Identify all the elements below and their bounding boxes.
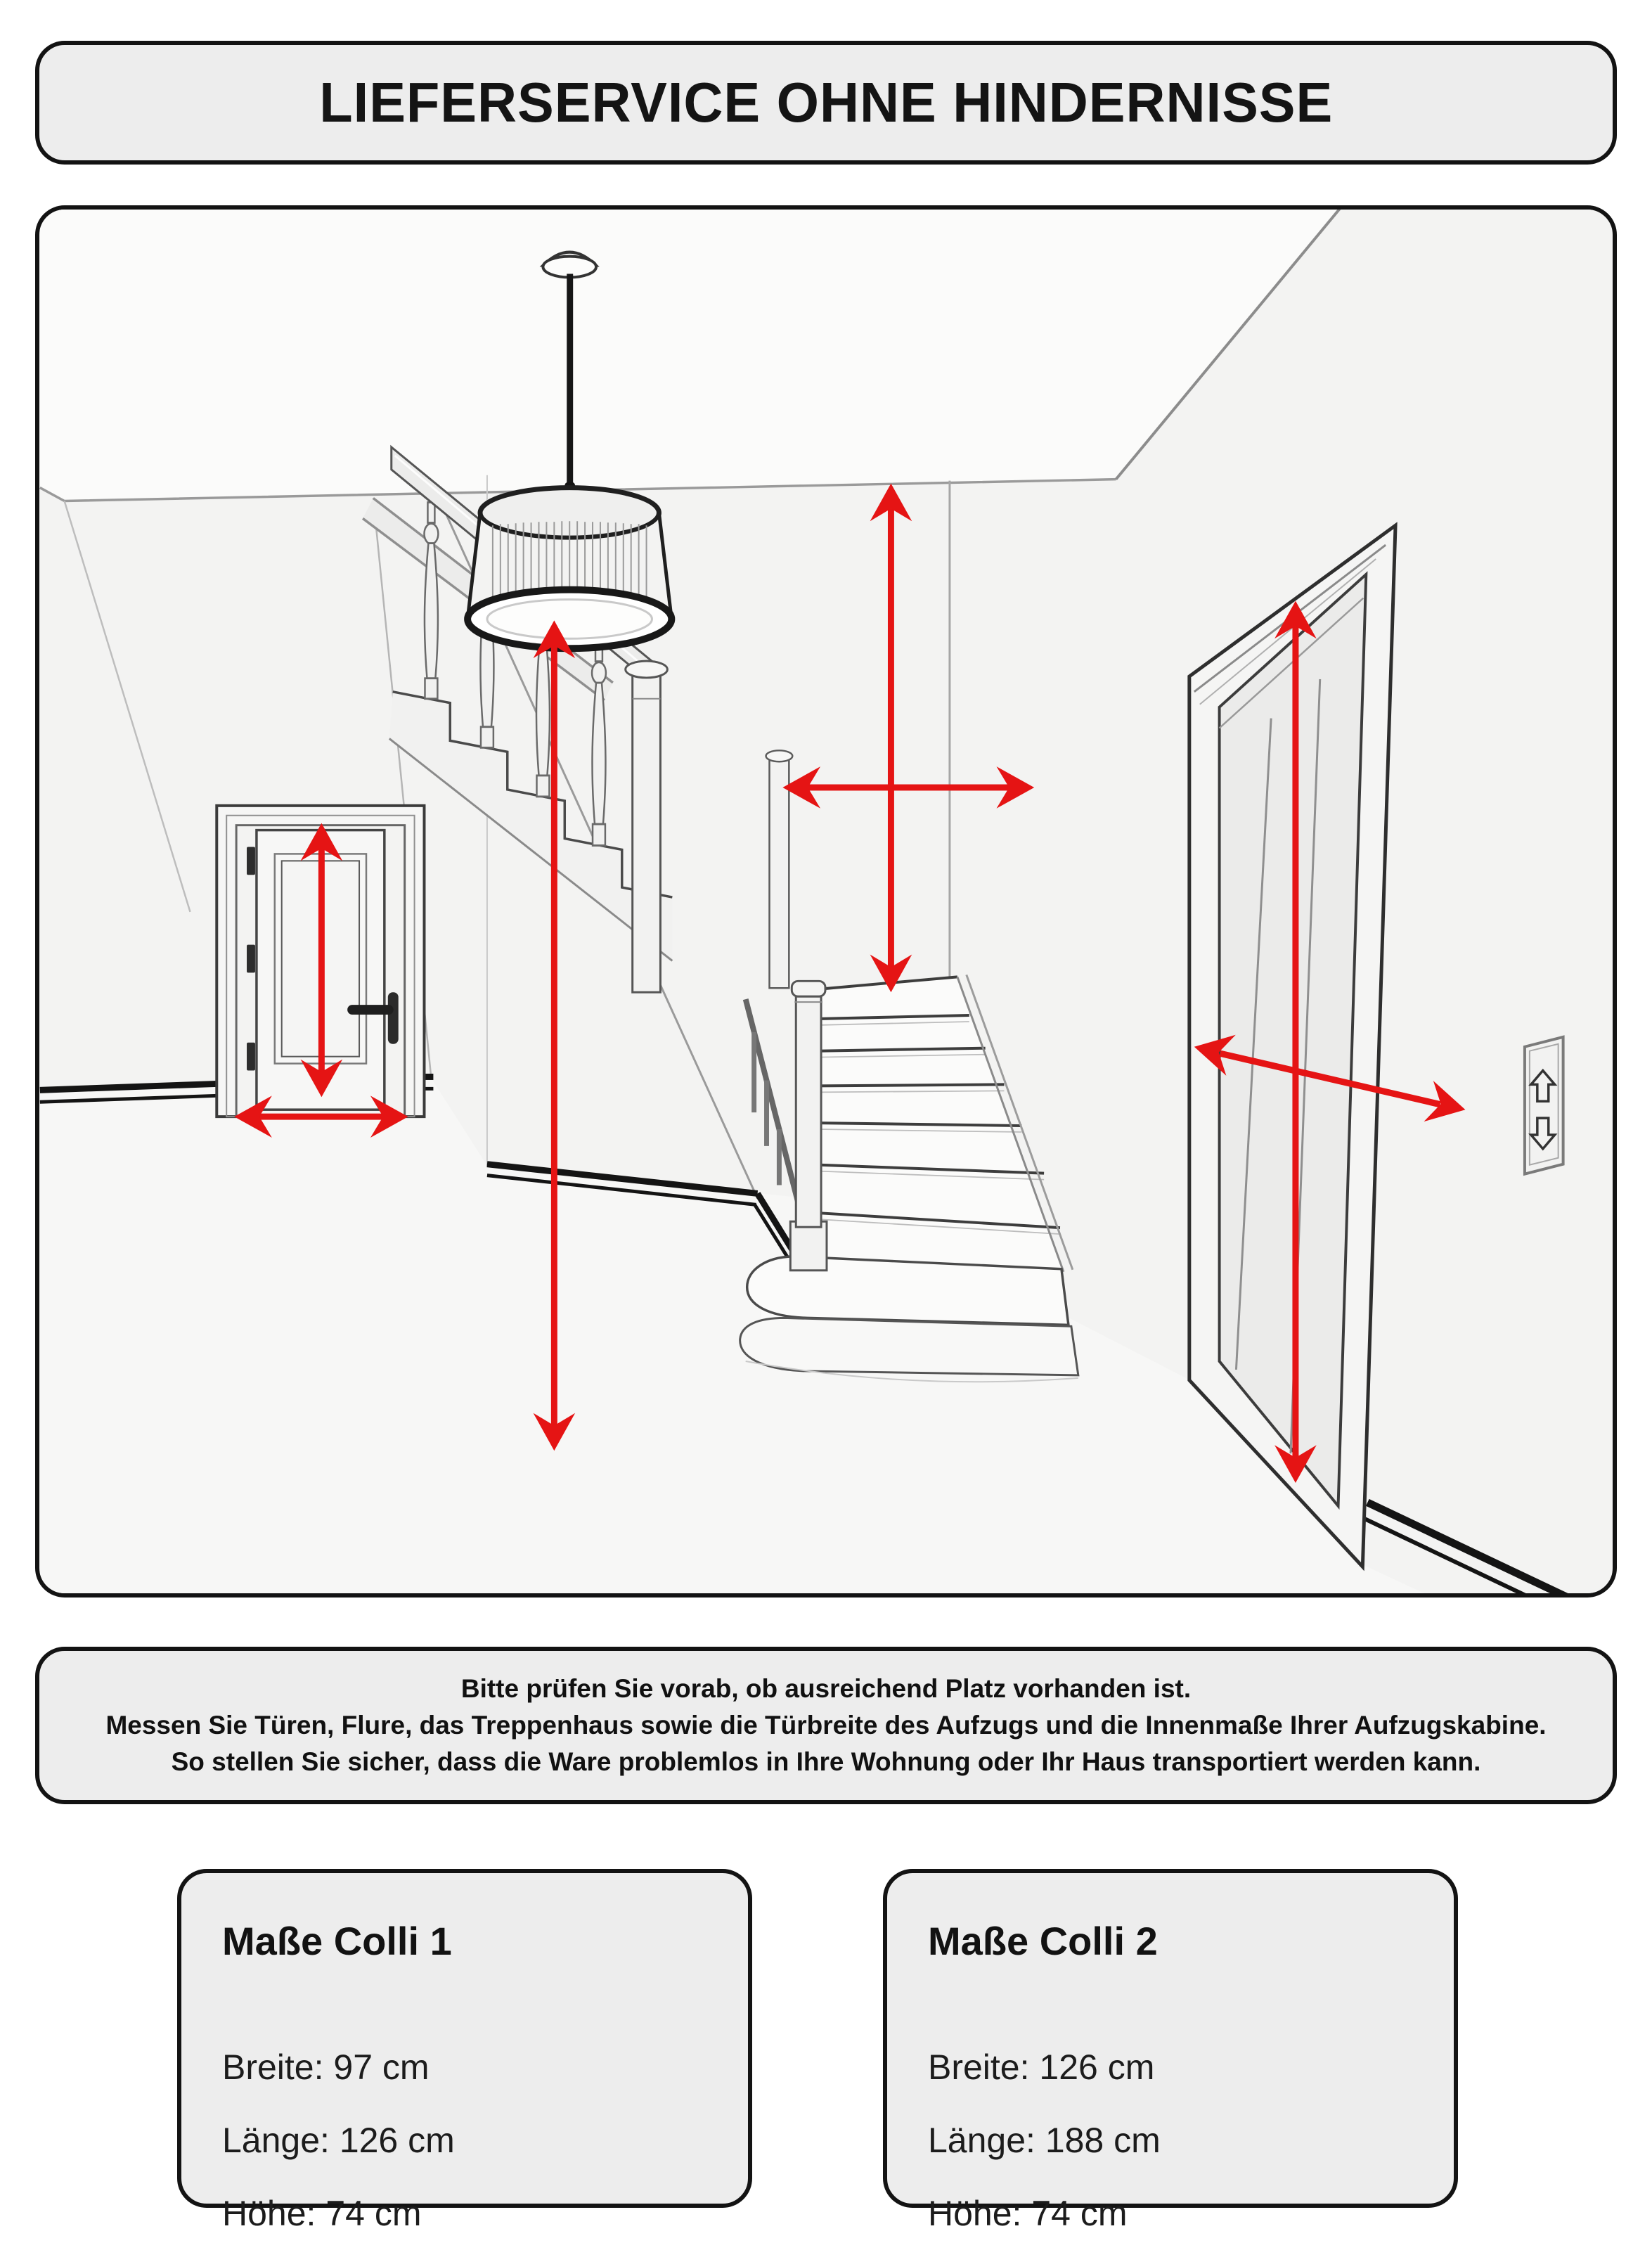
package-1-title: Maße Colli 1 bbox=[222, 1919, 452, 1963]
illustration-box bbox=[35, 205, 1617, 1598]
notice-box bbox=[35, 1647, 1617, 1804]
package-1-height: Höhe: 74 cm bbox=[222, 2194, 422, 2233]
title-banner bbox=[35, 41, 1617, 165]
package-2-width: Breite: 126 cm bbox=[928, 2048, 1155, 2087]
package-1-length: Länge: 126 cm bbox=[222, 2121, 455, 2160]
elevator-call-panel bbox=[1525, 1037, 1563, 1174]
package-1-width: Breite: 97 cm bbox=[222, 2048, 430, 2087]
notice-line-1: Bitte prüfen Sie vorab, ob ausreichend Platz vorhanden ist. bbox=[460, 1674, 1192, 1703]
newel-post-upper bbox=[626, 661, 668, 992]
package-card-1 bbox=[177, 1869, 752, 2233]
newel-post-bottom bbox=[790, 981, 827, 1270]
package-card-2 bbox=[883, 1869, 1458, 2233]
hallway-illustration bbox=[39, 210, 1613, 1593]
page-title: LIEFERSERVICE OHNE HINDERNISSE bbox=[319, 71, 1333, 134]
package-2-title: Maße Colli 2 bbox=[928, 1919, 1158, 1963]
notice-line-2: Messen Sie Türen, Flure, das Treppenhaus sowie die Türbreite des Aufzugs und die Innenmaße Ihrer Aufzugskabine. bbox=[105, 1711, 1547, 1740]
package-2-height: Höhe: 74 cm bbox=[928, 2194, 1128, 2233]
package-2-length: Länge: 188 cm bbox=[928, 2121, 1161, 2160]
notice-line-3: So stellen Sie sicher, dass die Ware problemlos in Ihre Wohnung oder Ihr Haus transportiert werden kann. bbox=[171, 1747, 1481, 1776]
